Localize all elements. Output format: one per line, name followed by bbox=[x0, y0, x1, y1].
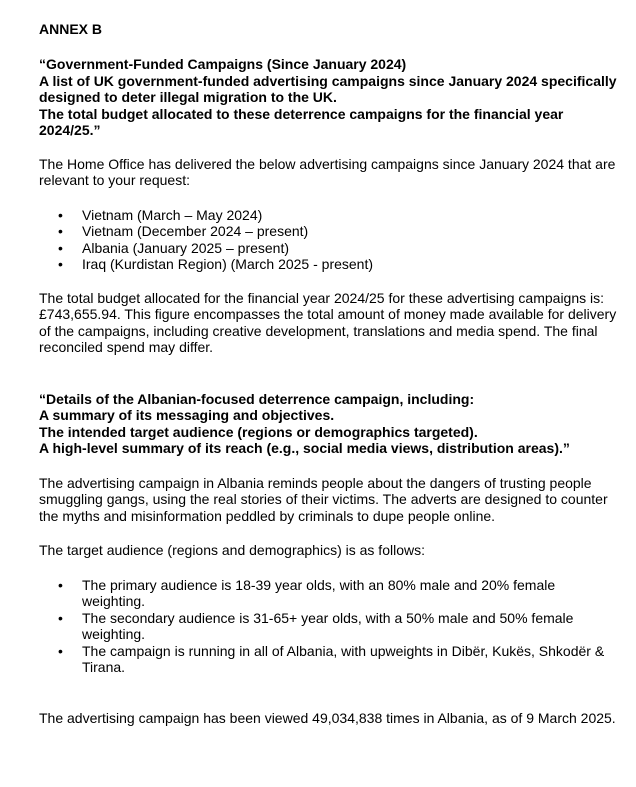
question-1-line: The total budget allocated to these deterrence campaigns for the financial year 2024/25.” bbox=[39, 105, 564, 138]
question-2-line: A high-level summary of its reach (e.g., social media views, distribution areas).” bbox=[39, 440, 570, 456]
campaigns-intro: The Home Office has delivered the below advertising campaigns since January 2024 that are relevant to your request: bbox=[39, 155, 616, 188]
list-item bbox=[39, 207, 619, 224]
question-1-line: “Government-Funded Campaigns (Since January 2024) bbox=[39, 56, 407, 72]
question-2-line: A summary of its messaging and objectives. bbox=[39, 407, 335, 423]
audience-item-text: The campaign is running in all of Albania, with upweights in Dibër, Kukës, Shkodër & Tirana. bbox=[82, 642, 605, 675]
question-2-line: “Details of the Albanian-focused deterrence campaign, including: bbox=[39, 390, 475, 407]
question-1-line: A list of UK government-funded advertising campaigns since January 2024 specifically designed to deter illegal migration to the UK. bbox=[39, 72, 617, 105]
bullet-icon: • bbox=[58, 256, 63, 272]
list-item bbox=[39, 256, 619, 273]
question-1-block bbox=[39, 56, 619, 139]
annex-title: ANNEX B bbox=[39, 21, 103, 37]
bullet-icon: • bbox=[58, 609, 63, 626]
bullet-icon: • bbox=[58, 576, 63, 593]
bullet-icon: • bbox=[58, 239, 63, 256]
list-item bbox=[39, 577, 619, 610]
audience-list bbox=[39, 577, 619, 676]
bullet-icon: • bbox=[58, 206, 63, 223]
campaign-list bbox=[39, 207, 619, 273]
campaign-item-text: Vietnam (March – May 2024) bbox=[82, 206, 263, 223]
question-2-block bbox=[39, 391, 619, 457]
audience-item-text: The secondary audience is 31-65+ year olds, with a 50% male and 50% female weighting. bbox=[82, 609, 574, 642]
bullet-icon: • bbox=[58, 223, 63, 239]
campaign-item-text: Vietnam (December 2024 – present) bbox=[82, 223, 309, 239]
audience-intro: The target audience (regions and demographics) is as follows: bbox=[39, 542, 425, 558]
views-paragraph: The advertising campaign has been viewed 49,034,838 times in Albania, as of 9 March 2025. bbox=[39, 709, 616, 726]
list-item bbox=[39, 643, 619, 676]
list-item bbox=[39, 223, 619, 240]
list-item bbox=[39, 240, 619, 257]
albania-campaign-paragraph: The advertising campaign in Albania reminds people about the dangers of trusting people smuggling gangs, using the real stories of their victims. The adverts are designed to counter the myths and misinformation peddled by criminals to dupe people online. bbox=[39, 474, 608, 524]
bullet-icon: • bbox=[58, 642, 63, 659]
list-item bbox=[39, 610, 619, 643]
campaign-item-text: Albania (January 2025 – present) bbox=[82, 239, 290, 256]
campaign-item-text: Iraq (Kurdistan Region) (March 2025 - present) bbox=[82, 256, 374, 272]
document-page bbox=[39, 20, 619, 726]
budget-paragraph: The total budget allocated for the financial year 2024/25 for these advertising campaigns is: £743,655.94. This figure encompasses the total amount of money made available for delivery of the campaigns, including creative development, translations and media spend. The final reconciled spend may differ. bbox=[39, 289, 617, 355]
audience-item-text: The primary audience is 18-39 year olds, with an 80% male and 20% female weighting. bbox=[82, 576, 556, 609]
question-2-line: The intended target audience (regions or demographics targeted). bbox=[39, 423, 478, 440]
